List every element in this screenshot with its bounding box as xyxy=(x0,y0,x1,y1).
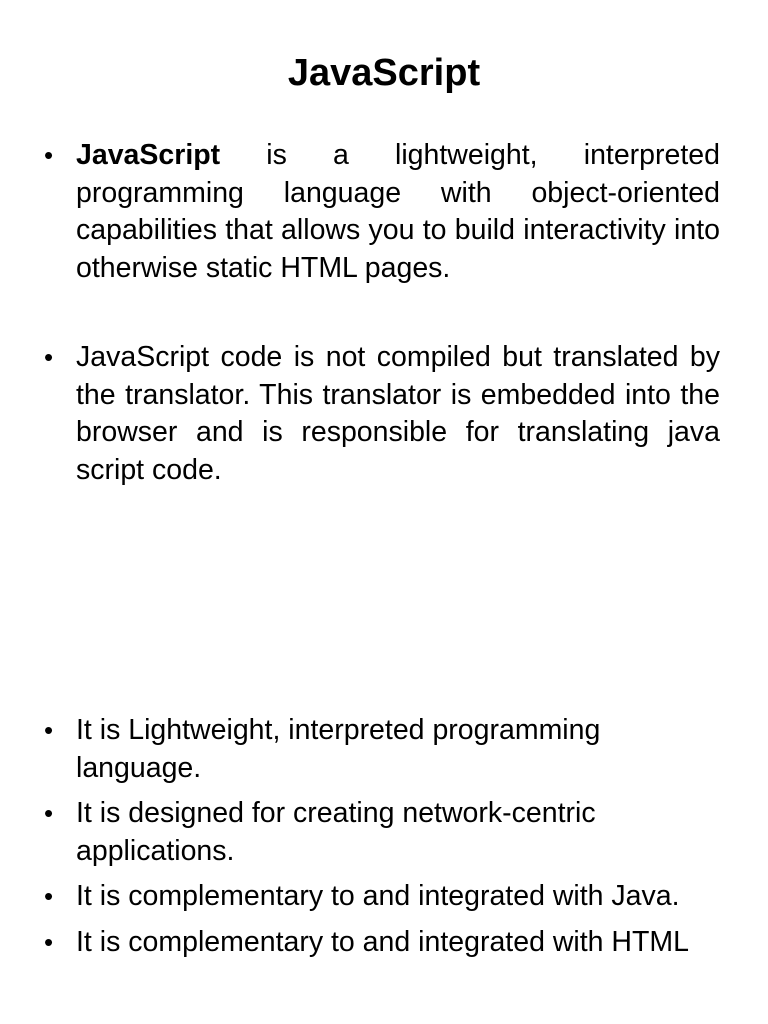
bullet-icon: • xyxy=(44,881,54,911)
list-item xyxy=(0,924,768,962)
bullet-text: JavaScript code is not compiled but translated by the translator. This translator is embedded into the browser and is responsible for translating java script code. xyxy=(76,341,720,486)
list-item xyxy=(0,795,768,870)
bullet-text: It is complementary to and integrated with Java. xyxy=(76,880,680,912)
term-bold: JavaScript xyxy=(76,139,221,171)
bullet-text: is a lightweight, interpreted programming language with object-oriented capabilities that allows you to build interactivity into otherwise static HTML pages. xyxy=(76,139,720,284)
bullet-text: It is Lightweight, interpreted programming language. xyxy=(76,714,601,784)
list-item xyxy=(0,339,768,489)
bullet-icon: • xyxy=(44,926,54,957)
intro-bullet-list xyxy=(0,137,768,489)
slide-title: JavaScript xyxy=(287,52,481,94)
list-item xyxy=(0,878,768,916)
bullet-icon: • xyxy=(44,140,54,170)
features-bullet-list xyxy=(0,712,768,961)
bullet-icon: • xyxy=(44,798,54,828)
bullet-icon: • xyxy=(44,342,54,372)
bullet-text: It is designed for creating network-centric applications. xyxy=(76,797,596,867)
bullet-text: It is complementary to and integrated with HTML xyxy=(76,925,690,958)
list-item xyxy=(0,137,768,287)
bullet-icon: • xyxy=(44,715,54,745)
list-item xyxy=(0,712,768,787)
